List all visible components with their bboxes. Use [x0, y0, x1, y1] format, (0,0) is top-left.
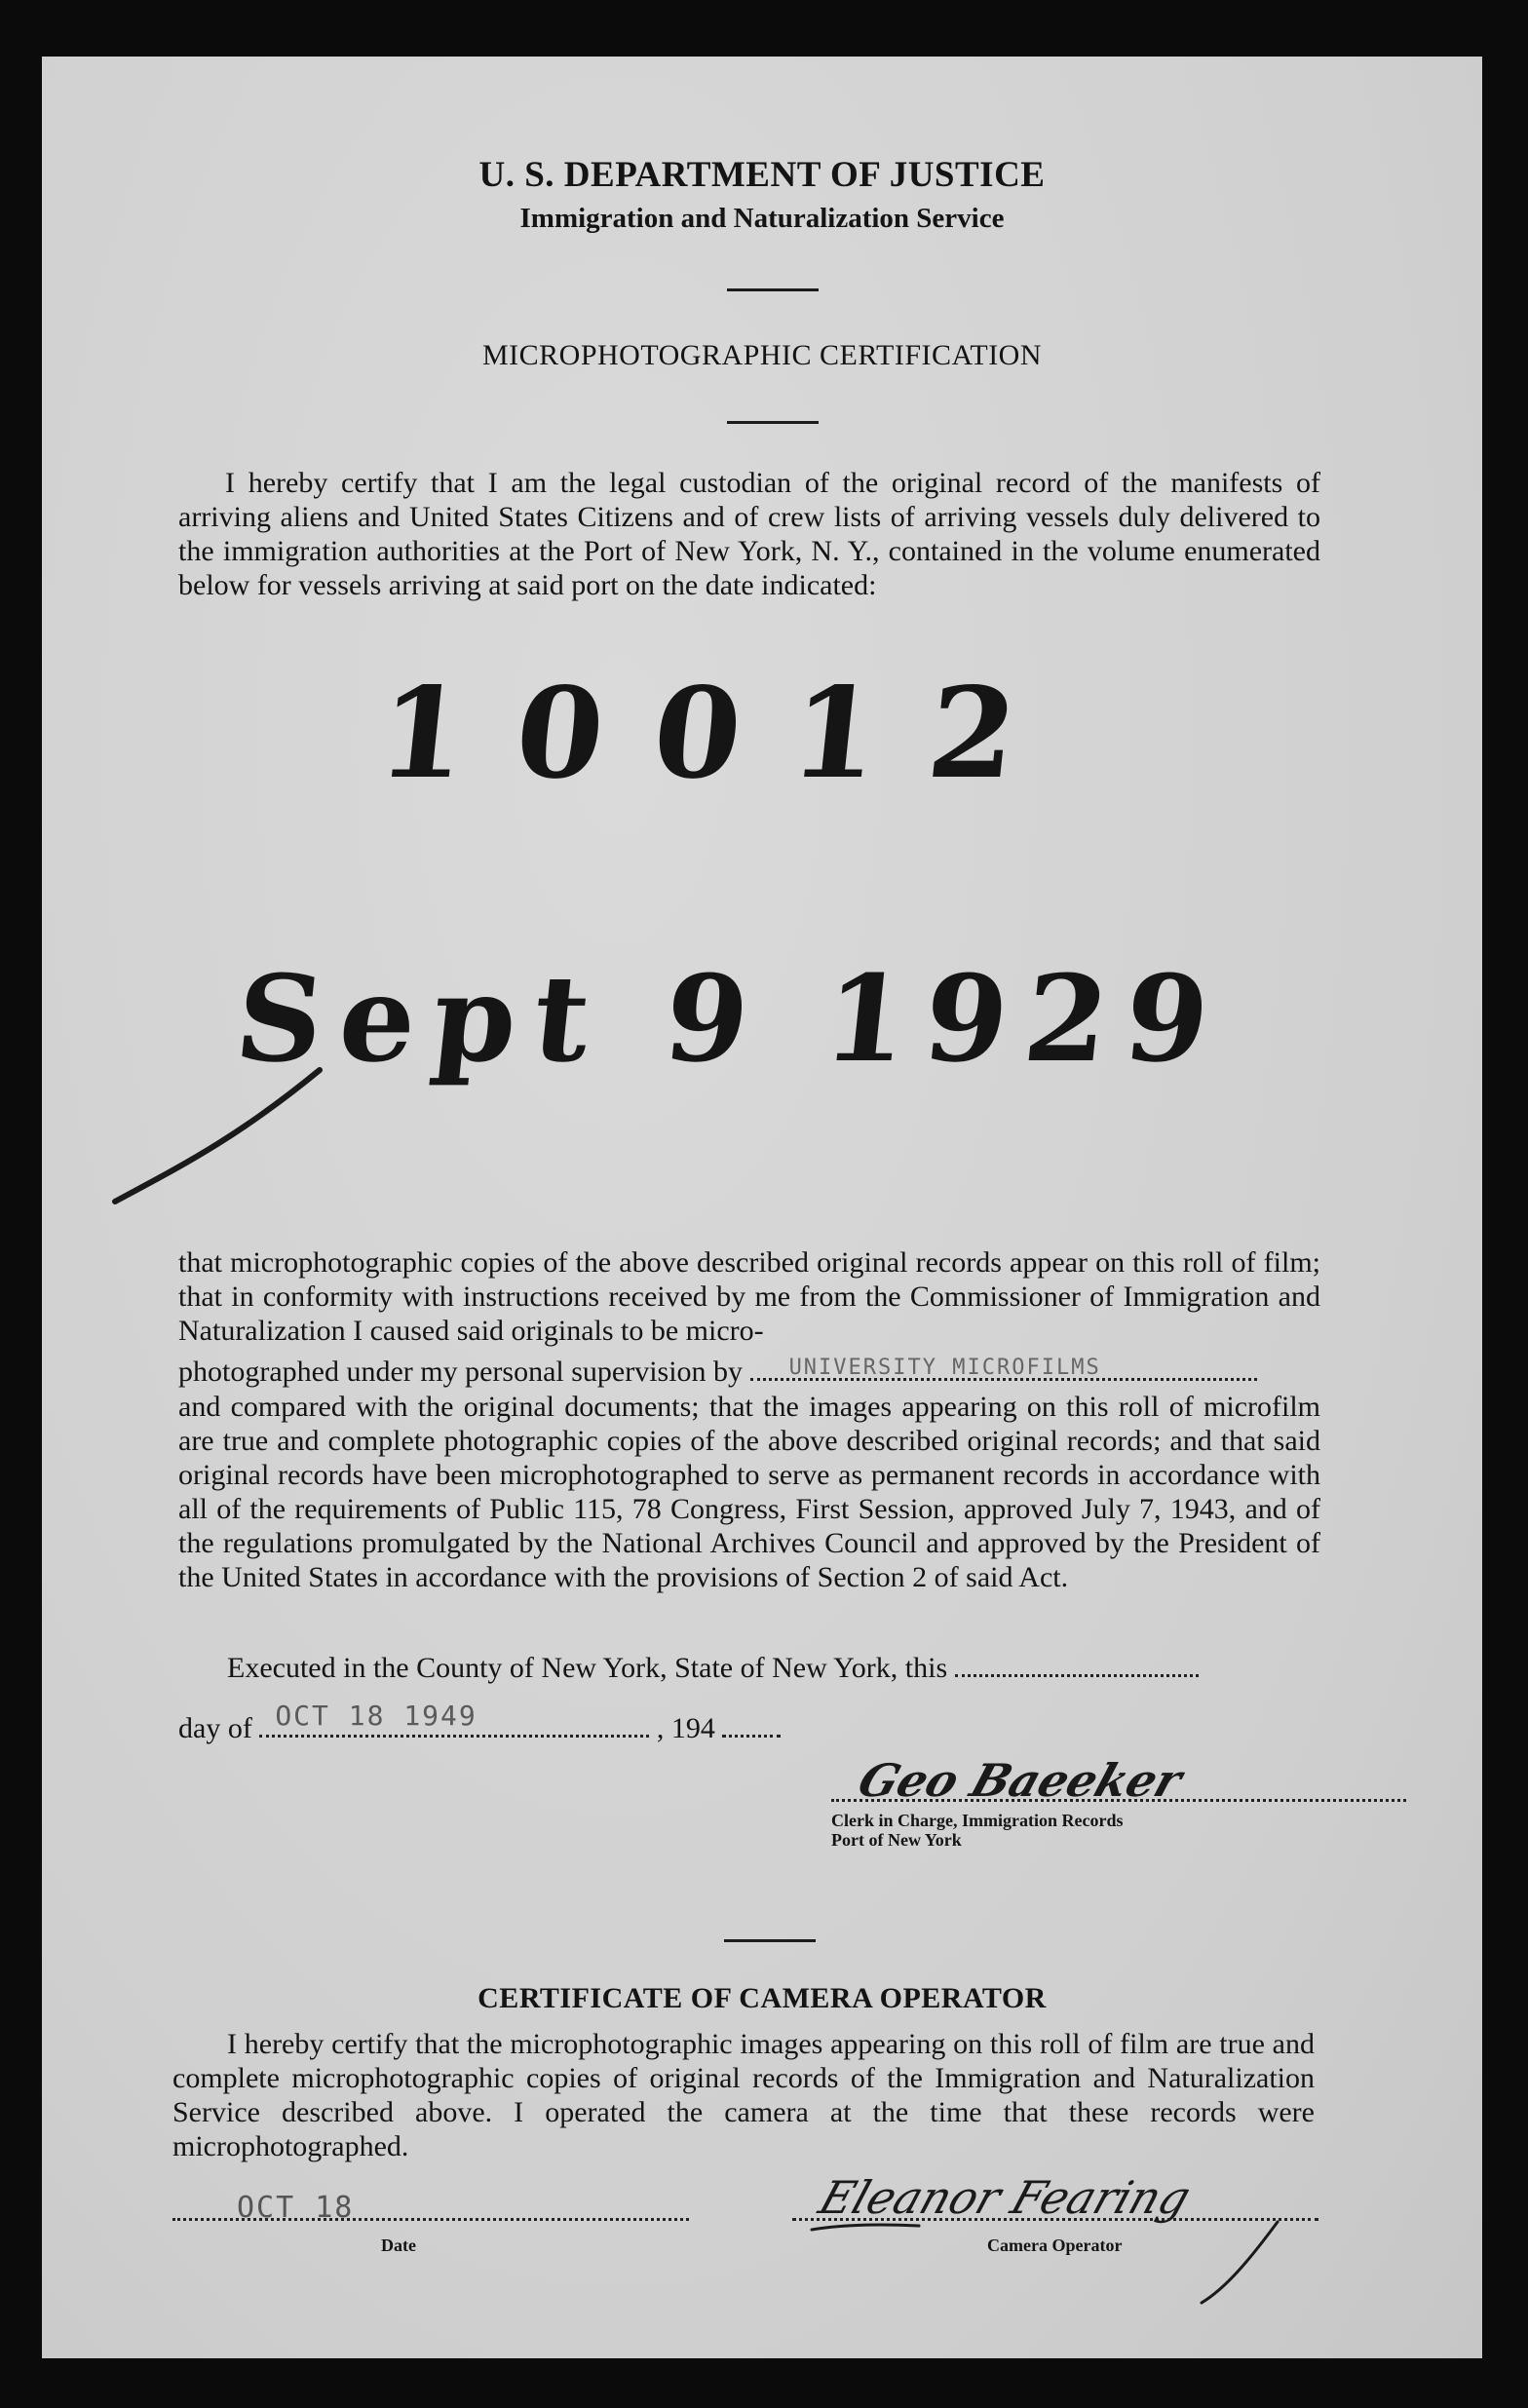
department-title: U. S. DEPARTMENT OF JUSTICE: [478, 155, 1046, 195]
operator-signature-flourish: [42, 57, 1482, 2358]
camera-certificate-title: CERTIFICATE OF CAMERA OPERATOR: [478, 1982, 1047, 2014]
handwritten-volume-number: 10012: [371, 661, 1075, 807]
camera-date-label: Date: [381, 2236, 416, 2255]
intro-paragraph: I hereby certify that I am the legal custodian of the original record of the manifests of arriving aliens and United States Citizens and of crew lists of arriving vessels duly delivered to the immigration authorities at the Port of New York, N. Y., contained in the volume enumerated below for vessels arriving at said port on the date indicated:: [178, 467, 1320, 601]
certification-title: MICROPHOTOGRAPHIC CERTIFICATION: [481, 339, 1043, 371]
executed-date-stamp: OCT 18 1949: [275, 1700, 478, 1732]
certificate-page: [42, 57, 1482, 2358]
certification-paragraph-1: that microphotographic copies of the above described original records appear on this roll of film; that in conformity with instructions received by me from the Commissioner of Immigration and Naturalization I caused said originals to be micro-: [178, 1246, 1320, 1347]
handwritten-date: Sept 9 1929: [229, 948, 1234, 1089]
day-of-label: day of: [178, 1712, 252, 1744]
year-prefix: , 194: [656, 1712, 715, 1744]
operator-signature: Eleanor Fearing: [813, 2171, 1198, 2224]
clerk-title-1: Clerk in Charge, Immigration Records: [831, 1811, 1124, 1830]
camera-date-stamp: OCT 18: [237, 2191, 355, 2225]
certification-paragraph-2: and compared with the original documents; that the images appearing on this roll of microfilm are true and complete photographic copies of the above described original records; and that said original records have been microphotographed to serve as permanent records in accordance with all of the requirements of Public 115, 78 Congress, First Session, approved July 7, 1943, and of the regulations promulgated by the National Archives Council and approved by the President of the United States in accordance with the provisions of Section 2 of said Act.: [178, 1391, 1320, 1593]
camera-certificate-text: I hereby certify that the microphotographic images appearing on this roll of film are true and complete microphotographic copies of original records of the Immigration and Naturalization Service described above. I operated the camera at the time that these records were microphotographed.: [172, 2028, 1315, 2162]
supervision-prefix: photographed under my personal supervision by: [178, 1356, 744, 1388]
operator-label: Camera Operator: [987, 2236, 1123, 2255]
supervision-company-stamp: UNIVERSITY MICROFILMS: [788, 1356, 1101, 1380]
clerk-title-2: Port of New York: [831, 1830, 962, 1850]
service-subtitle: Immigration and Naturalization Service: [519, 203, 1005, 234]
executed-text: Executed in the County of New York, State of New York, this: [227, 1652, 948, 1684]
clerk-signature: Geo Baeeker: [852, 1754, 1189, 1807]
